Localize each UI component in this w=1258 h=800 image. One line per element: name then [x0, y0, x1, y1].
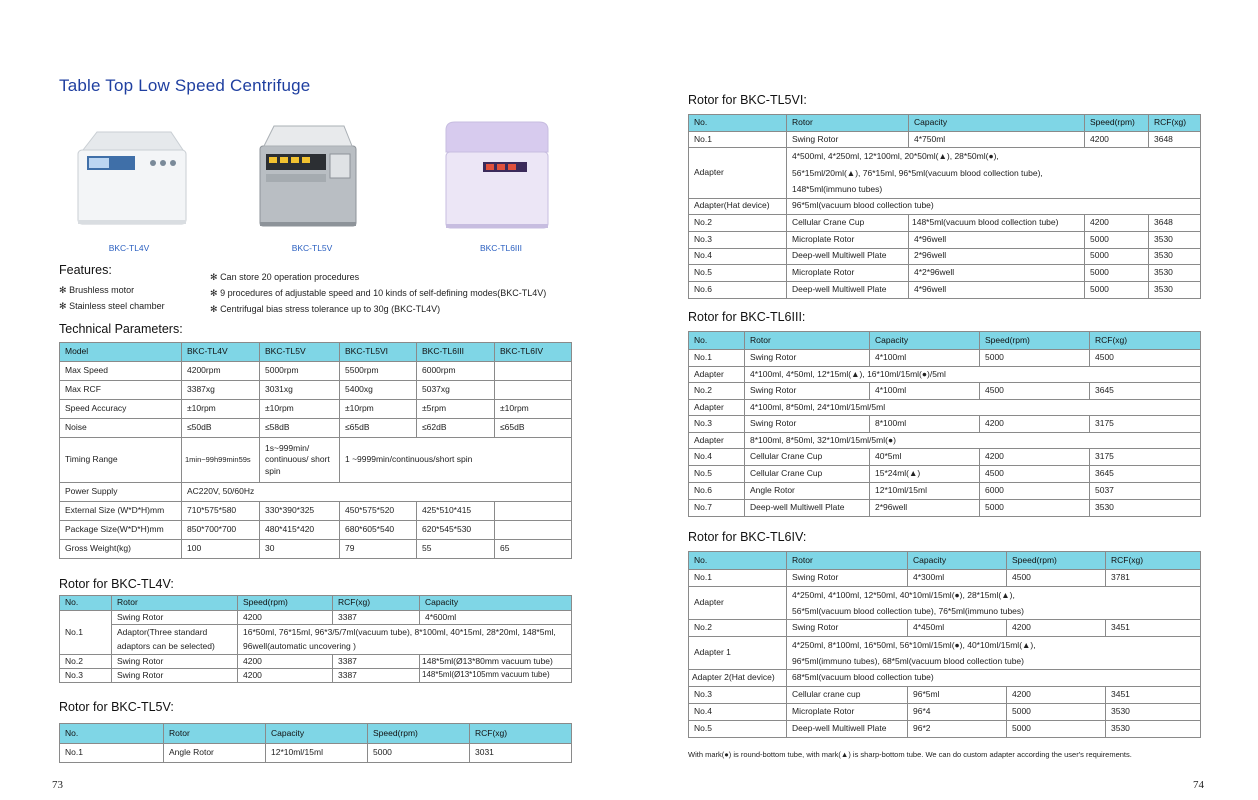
table-row — [60, 483, 572, 502]
product-label: BKC-TL4V — [108, 243, 150, 253]
table-cell: 3031 — [470, 744, 572, 763]
table-cell: ≤58dB — [260, 419, 340, 438]
table-cell: No.1 — [60, 611, 112, 655]
table-row — [689, 687, 1201, 704]
table-cell: Microplate Rotor — [787, 231, 909, 248]
table-row — [689, 449, 1201, 466]
feature-text: Brushless motor — [69, 285, 135, 295]
feature-text: Can store 20 operation procedures — [220, 272, 360, 282]
table-row — [689, 433, 1201, 449]
table-cell: 4500 — [980, 383, 1090, 400]
asterisk-icon: ✻ — [210, 288, 218, 298]
table-cell: Max Speed — [60, 362, 182, 381]
tl4v-rotor-table — [59, 595, 572, 683]
table-row — [689, 620, 1201, 637]
table-cell: 5400xg — [340, 381, 417, 400]
table-cell: 96*5ml — [908, 687, 1007, 704]
table-cell: No.4 — [689, 704, 787, 721]
table-row — [60, 521, 572, 540]
table-cell: 4200rpm — [182, 362, 260, 381]
table-cell: 3451 — [1106, 687, 1201, 704]
table-cell: Swing Rotor — [112, 654, 238, 668]
table-row — [689, 466, 1201, 483]
table-cell: 4200 — [1007, 687, 1106, 704]
table-row — [60, 744, 572, 763]
table-header: Speed(rpm) — [368, 724, 470, 744]
table-cell: Deep-well Multiwell Plate — [745, 500, 870, 517]
table-header: No. — [689, 332, 745, 350]
table-cell: 4*750ml — [909, 132, 1085, 148]
table-cell: 5037xg — [417, 381, 495, 400]
table-cell: 3530 — [1149, 248, 1201, 264]
table-cell: ±10rpm — [260, 400, 340, 419]
feature-text: Stainless steel chamber — [69, 301, 165, 311]
table-cell: 148*5ml(Ø13*105mm vacuum tube) — [420, 668, 572, 682]
table-cell: 5500rpm — [340, 362, 417, 381]
table-header: RCF(xg) — [1106, 552, 1201, 570]
table-cell: No.2 — [60, 654, 112, 668]
table-cell: Cellular Crane Cup — [787, 214, 909, 231]
table-cell: Microplate Rotor — [787, 264, 909, 281]
table-header: Capacity — [909, 115, 1085, 132]
table-cell: Swing Rotor — [787, 570, 908, 587]
table-cell — [495, 381, 572, 400]
feature-item — [59, 285, 134, 296]
table-cell: 3648 — [1149, 132, 1201, 148]
table-row — [60, 540, 572, 559]
table-cell: 3387 — [333, 611, 420, 625]
table-cell: 4*450ml — [908, 620, 1007, 637]
feature-text: Centrifugal bias stress tolerance up to 30g (BKC-TL4V) — [220, 304, 441, 314]
table-cell: Gross Weight(kg) — [60, 540, 182, 559]
product-label: BKC-TL5V — [291, 243, 333, 253]
table-row — [689, 367, 1201, 383]
table-row — [689, 416, 1201, 433]
table-cell: 5000 — [1085, 248, 1149, 264]
table-cell: No.1 — [689, 350, 745, 367]
table-header: BKC-TL6IV — [495, 343, 572, 362]
tl6iv-rotor-table — [688, 551, 1201, 738]
table-row — [689, 214, 1201, 231]
table-cell: 3648 — [1149, 214, 1201, 231]
feature-text: 9 procedures of adjustable speed and 10 kinds of self-defining modes(BKC-TL4V) — [220, 288, 547, 298]
table-cell: 6000 — [980, 483, 1090, 500]
table-header: Speed(rpm) — [1085, 115, 1149, 132]
product-label: BKC-TL6III — [479, 243, 523, 253]
table-cell: 4*100ml — [870, 350, 980, 367]
table-row — [689, 587, 1201, 620]
table-row — [60, 419, 572, 438]
adapter-line: 4*250ml, 8*100ml, 16*50ml, 56*10ml/15ml(●), 40*10ml/15ml(▲), — [792, 640, 1036, 650]
table-cell: 68*5ml(vacuum blood collection tube) — [787, 670, 1201, 687]
table-row — [689, 231, 1201, 248]
table-row — [689, 383, 1201, 400]
table-row — [689, 570, 1201, 587]
table-cell: 3031xg — [260, 381, 340, 400]
table-header: No. — [689, 115, 787, 132]
page-number: 73 — [52, 779, 63, 791]
table-cell: 8*100ml — [870, 416, 980, 433]
table-cell: Swing Rotor — [787, 132, 909, 148]
table-cell: Swing Rotor — [745, 383, 870, 400]
table-cell: Swing Rotor — [112, 611, 238, 625]
table-cell: 6000rpm — [417, 362, 495, 381]
features-heading: Features: — [59, 263, 112, 277]
table-cell: Adapter — [689, 400, 745, 416]
table-row — [689, 721, 1201, 738]
table-header-row — [689, 332, 1201, 350]
table-header: BKC-TL5VI — [340, 343, 417, 362]
table-row — [60, 362, 572, 381]
table-header: Rotor — [112, 596, 238, 611]
table-cell: 3645 — [1090, 383, 1201, 400]
table-cell: 55 — [417, 540, 495, 559]
table-row — [689, 264, 1201, 281]
table-cell: 425*510*415 — [417, 502, 495, 521]
table-cell: 3175 — [1090, 416, 1201, 433]
table-header: RCF(xg) — [333, 596, 420, 611]
table-cell: No.1 — [689, 132, 787, 148]
table-cell: 4200 — [1007, 620, 1106, 637]
table-row — [60, 654, 572, 668]
table-cell: 5000 — [980, 350, 1090, 367]
table-cell: 450*575*520 — [340, 502, 417, 521]
table-cell: Speed Accuracy — [60, 400, 182, 419]
table-cell: 5000 — [1085, 264, 1149, 281]
table-cell: 480*415*420 — [260, 521, 340, 540]
table-cell: 3387xg — [182, 381, 260, 400]
table-cell: 4*300ml — [908, 570, 1007, 587]
table-cell: Deep-well Multiwell Plate — [787, 721, 908, 738]
tl5vi-rotor-table — [688, 114, 1201, 299]
table-header: Rotor — [745, 332, 870, 350]
table-cell: ≤50dB — [182, 419, 260, 438]
table-row — [60, 625, 572, 655]
table-cell: 4*2*96well — [909, 264, 1085, 281]
table-cell: ≤62dB — [417, 419, 495, 438]
table-cell: 3530 — [1090, 500, 1201, 517]
table-cell: 16*50ml, 76*15ml, 96*3/5/7ml(vacuum tube), 8*100ml, 40*15ml, 28*20ml, 148*5ml, 96well(automatic uncovering ) — [238, 625, 572, 655]
table-cell: 3645 — [1090, 466, 1201, 483]
table-cell: Angle Rotor — [745, 483, 870, 500]
tech-params-heading: Technical Parameters: — [59, 322, 183, 336]
table-cell: 4200 — [1085, 132, 1149, 148]
table-cell: 4200 — [980, 416, 1090, 433]
table-cell: 5000 — [980, 500, 1090, 517]
centrifuge-steel-image — [258, 124, 358, 230]
page-number: 74 — [1193, 779, 1204, 791]
table-cell: 680*605*540 — [340, 521, 417, 540]
table-cell — [495, 362, 572, 381]
adapter-line: 56*5ml(vacuum blood collection tube), 76*5ml(immuno tubes) — [792, 606, 1024, 616]
table-row — [689, 704, 1201, 721]
table-cell: 5000 — [1085, 231, 1149, 248]
asterisk-icon: ✻ — [210, 272, 218, 282]
feature-item — [210, 272, 359, 283]
table-cell: Noise — [60, 419, 182, 438]
table-cell: External Size (W*D*H)mm — [60, 502, 182, 521]
table-header: BKC-TL6III — [417, 343, 495, 362]
adapter-line: 56*15ml/20ml(▲), 76*15ml, 96*5ml(vacuum blood collection tube), — [792, 167, 1043, 178]
table-row — [689, 400, 1201, 416]
asterisk-icon: ✻ — [59, 301, 67, 311]
table-row — [60, 438, 572, 483]
table-cell: 8*100ml, 8*50ml, 32*10ml/15ml/5ml(●) — [745, 433, 1201, 449]
table-cell: ±10rpm — [340, 400, 417, 419]
tech-params-table — [59, 342, 572, 559]
table-row — [689, 248, 1201, 264]
centrifuge-white-image — [75, 128, 190, 228]
table-cell: 100 — [182, 540, 260, 559]
table-row — [60, 381, 572, 400]
table-row — [689, 198, 1201, 214]
table-cell: 3530 — [1106, 721, 1201, 738]
table-cell: Adapter(Hat device) — [689, 198, 787, 214]
table-cell: No.2 — [689, 620, 787, 637]
table-cell: 1 ~9999min/continuous/short spin — [340, 438, 572, 483]
table-cell: 5000 — [368, 744, 470, 763]
table-header-row — [60, 724, 572, 744]
table-cell: Adapter — [689, 148, 787, 199]
table-cell: 3530 — [1149, 264, 1201, 281]
table-header: Rotor — [787, 115, 909, 132]
tl6iii-rotor-table — [688, 331, 1201, 517]
table-cell: 96*4 — [908, 704, 1007, 721]
table-cell: No.1 — [60, 744, 164, 763]
table-cell — [787, 148, 1201, 199]
table-cell: ±10rpm — [182, 400, 260, 419]
table-header: Model — [60, 343, 182, 362]
table-cell: ±5rpm — [417, 400, 495, 419]
table-cell: Cellular Crane Cup — [745, 449, 870, 466]
table-cell: Swing Rotor — [787, 620, 908, 637]
table-row — [689, 350, 1201, 367]
table-cell: 4200 — [238, 668, 333, 682]
table-cell: 3387 — [333, 668, 420, 682]
adapter-line: 4*500ml, 4*250ml, 12*100ml, 20*50ml(▲), 28*50ml(●), — [792, 151, 999, 161]
table-cell: No.7 — [689, 500, 745, 517]
table-cell: Adapter — [689, 587, 787, 620]
table-row — [60, 611, 572, 625]
table-cell: 5037 — [1090, 483, 1201, 500]
table-cell: No.5 — [689, 264, 787, 281]
table-cell: 3530 — [1149, 231, 1201, 248]
table-cell: 30 — [260, 540, 340, 559]
table-row — [689, 670, 1201, 687]
table-cell: 3175 — [1090, 449, 1201, 466]
table-cell: 40*5ml — [870, 449, 980, 466]
table-cell: 710*575*580 — [182, 502, 260, 521]
table-header-row — [689, 115, 1201, 132]
adapter-line: 4*250ml, 4*100ml, 12*50ml, 40*10ml/15ml(●), 28*15ml(▲), — [792, 590, 1015, 600]
table-cell: 5000rpm — [260, 362, 340, 381]
table-header: No. — [60, 596, 112, 611]
table-cell: 148*5ml(vacuum blood collection tube) — [909, 214, 1085, 231]
table-cell: 4500 — [980, 466, 1090, 483]
table-cell: 4*100ml — [870, 383, 980, 400]
feature-item — [210, 304, 440, 315]
table-cell: 1s~999min/ continuous/ short spin — [260, 438, 340, 483]
table-cell: 3781 — [1106, 570, 1201, 587]
centrifuge-purple-image — [443, 120, 551, 232]
table-cell: Adapter 1 — [689, 637, 787, 670]
table-header: No. — [60, 724, 164, 744]
table-cell: 2*96well — [909, 248, 1085, 264]
table-cell: 4200 — [238, 611, 333, 625]
table-cell: 4*96well — [909, 281, 1085, 298]
table-cell: Angle Rotor — [164, 744, 266, 763]
table-cell: No.5 — [689, 721, 787, 738]
section-heading: Rotor for BKC-TL4V: — [59, 577, 174, 591]
asterisk-icon: ✻ — [59, 285, 67, 295]
section-heading: Rotor for BKC-TL5V: — [59, 700, 174, 714]
adapter-line: 148*5ml(immuno tubes) — [792, 184, 883, 194]
table-cell: 15*24ml(▲) — [870, 466, 980, 483]
table-row — [689, 148, 1201, 199]
table-cell: 4*100ml, 8*50ml, 24*10ml/15ml/5ml — [745, 400, 1201, 416]
table-cell — [787, 587, 1201, 620]
tl5v-rotor-table — [59, 723, 572, 763]
table-cell: 4200 — [1085, 214, 1149, 231]
table-cell: 3530 — [1149, 281, 1201, 298]
table-cell: No.6 — [689, 483, 745, 500]
table-cell — [495, 502, 572, 521]
table-cell: 1min~99h99min59s — [182, 438, 260, 483]
table-cell: Package Size(W*D*H)mm — [60, 521, 182, 540]
table-cell: Swing Rotor — [745, 350, 870, 367]
table-cell: 5000 — [1007, 704, 1106, 721]
table-cell: 3387 — [333, 654, 420, 668]
table-cell: No.5 — [689, 466, 745, 483]
table-header: BKC-TL4V — [182, 343, 260, 362]
table-cell: 4500 — [1090, 350, 1201, 367]
table-cell: ≤65dB — [340, 419, 417, 438]
table-row — [60, 400, 572, 419]
table-cell: Swing Rotor — [112, 668, 238, 682]
table-cell: AC220V, 50/60Hz — [182, 483, 572, 502]
table-cell: No.3 — [689, 231, 787, 248]
table-cell: 4*96well — [909, 231, 1085, 248]
table-cell: ≤65dB — [495, 419, 572, 438]
footnote: With mark(●) is round-bottom tube, with mark(▲) is sharp-bottom tube. We can do custom adapter according the user's requirements. — [688, 750, 1132, 759]
table-header: No. — [689, 552, 787, 570]
table-cell: Timing Range — [60, 438, 182, 483]
section-heading: Rotor for BKC-TL6IV: — [688, 530, 807, 544]
table-cell: Adapter — [689, 433, 745, 449]
table-cell: 4500 — [1007, 570, 1106, 587]
table-header: RCF(xg) — [1149, 115, 1201, 132]
table-cell: No.4 — [689, 449, 745, 466]
table-cell: ±10rpm — [495, 400, 572, 419]
table-cell: 4*100ml, 4*50ml, 12*15ml(▲), 16*10ml/15ml(●)/5ml — [745, 367, 1201, 383]
table-cell: 79 — [340, 540, 417, 559]
table-cell: Deep-well Multiwell Plate — [787, 248, 909, 264]
table-header: Capacity — [908, 552, 1007, 570]
table-header-row — [689, 552, 1201, 570]
table-cell: No.3 — [689, 687, 787, 704]
table-header-row — [60, 343, 572, 362]
section-heading: Rotor for BKC-TL6III: — [688, 310, 806, 324]
table-header: Capacity — [870, 332, 980, 350]
page-title: Table Top Low Speed Centrifuge — [59, 76, 311, 95]
table-cell: 4*600ml — [420, 611, 572, 625]
table-header: Speed(rpm) — [1007, 552, 1106, 570]
table-cell: 5000 — [1007, 721, 1106, 738]
table-header: Rotor — [787, 552, 908, 570]
table-row — [60, 668, 572, 682]
table-cell: 330*390*325 — [260, 502, 340, 521]
table-cell: 65 — [495, 540, 572, 559]
table-cell: 3451 — [1106, 620, 1201, 637]
table-header: Speed(rpm) — [238, 596, 333, 611]
feature-item — [210, 288, 546, 299]
table-cell: Swing Rotor — [745, 416, 870, 433]
asterisk-icon: ✻ — [210, 304, 218, 314]
table-header: BKC-TL5V — [260, 343, 340, 362]
table-header: RCF(xg) — [470, 724, 572, 744]
table-cell: Adaptor(Three standard adaptors can be selected) — [112, 625, 238, 655]
table-cell: Power Supply — [60, 483, 182, 502]
table-row — [689, 500, 1201, 517]
table-header-row — [60, 596, 572, 611]
table-header: Speed(rpm) — [980, 332, 1090, 350]
table-cell: Cellular Crane Cup — [745, 466, 870, 483]
table-cell: 96*5ml(vacuum blood collection tube) — [787, 198, 1201, 214]
table-cell: No.2 — [689, 214, 787, 231]
table-cell: No.3 — [60, 668, 112, 682]
table-cell: 96*2 — [908, 721, 1007, 738]
table-row — [60, 502, 572, 521]
table-cell: 5000 — [1085, 281, 1149, 298]
adapter-line: 96*5ml(immuno tubes), 68*5ml(vacuum blood collection tube) — [792, 656, 1024, 666]
table-cell: 3530 — [1106, 704, 1201, 721]
table-cell: 148*5ml(Ø13*80mm vacuum tube) — [420, 654, 572, 668]
table-cell: 4200 — [980, 449, 1090, 466]
table-cell: Microplate Rotor — [787, 704, 908, 721]
table-cell: No.6 — [689, 281, 787, 298]
table-cell: 2*96well — [870, 500, 980, 517]
table-row — [689, 483, 1201, 500]
feature-item — [59, 301, 165, 312]
table-row — [689, 637, 1201, 670]
table-cell — [787, 637, 1201, 670]
table-cell: Max RCF — [60, 381, 182, 400]
table-cell: Adapter — [689, 367, 745, 383]
table-cell: 850*700*700 — [182, 521, 260, 540]
section-heading: Rotor for BKC-TL5VI: — [688, 93, 807, 107]
table-cell: 12*10ml/15ml — [870, 483, 980, 500]
table-cell: 620*545*530 — [417, 521, 495, 540]
table-header: RCF(xg) — [1090, 332, 1201, 350]
table-header: Capacity — [420, 596, 572, 611]
table-cell: 4200 — [238, 654, 333, 668]
table-header: Capacity — [266, 724, 368, 744]
table-cell: Adapter 2(Hat device) — [689, 670, 787, 687]
table-cell — [495, 521, 572, 540]
table-cell: Deep-well Multiwell Plate — [787, 281, 909, 298]
table-cell: No.3 — [689, 416, 745, 433]
table-cell: No.4 — [689, 248, 787, 264]
table-header: Rotor — [164, 724, 266, 744]
table-cell: No.1 — [689, 570, 787, 587]
table-cell: Cellular crane cup — [787, 687, 908, 704]
table-cell: 12*10ml/15ml — [266, 744, 368, 763]
table-row — [689, 132, 1201, 148]
table-cell: No.2 — [689, 383, 745, 400]
table-row — [689, 281, 1201, 298]
